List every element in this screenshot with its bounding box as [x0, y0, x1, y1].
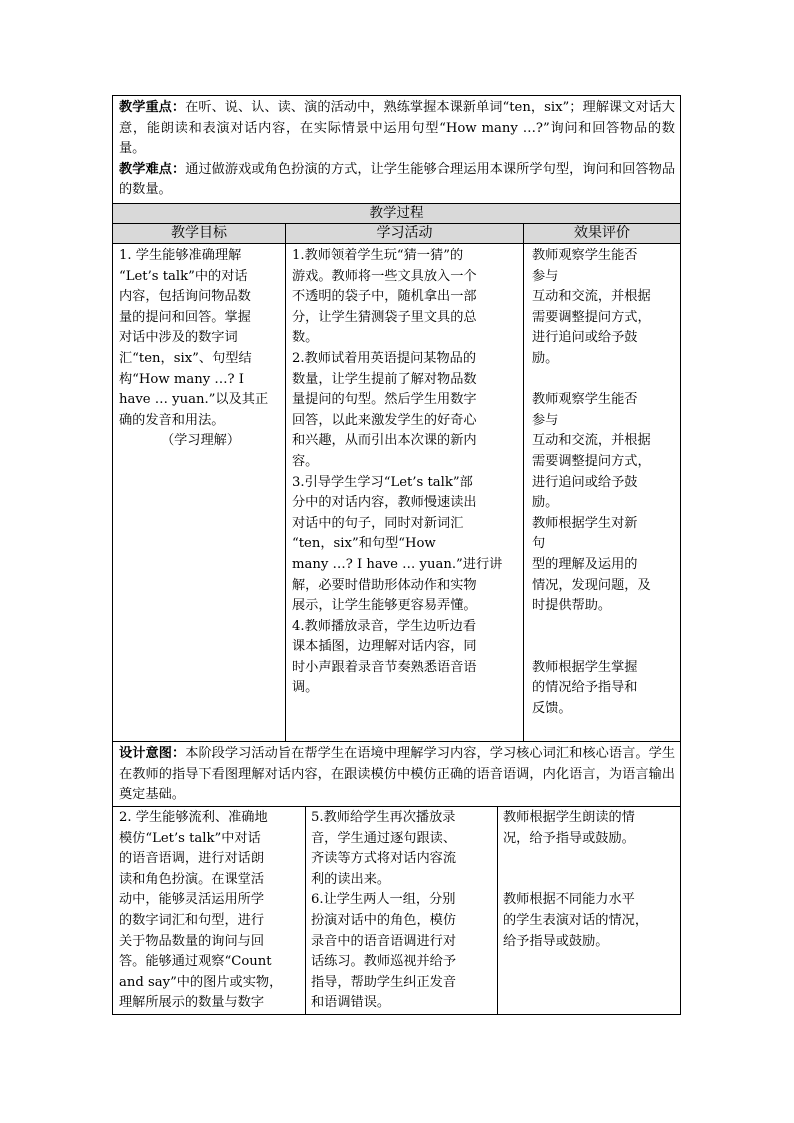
process-title: 教学过程: [369, 205, 424, 221]
evaluation-line: 需要调整提问方式，: [532, 309, 651, 325]
activity-line: 回答，以此来激发学生的好奇心: [292, 412, 477, 428]
evaluation-line: 需要调整提问方式，: [532, 453, 651, 469]
goal-line: “Let’s talk”中的对话: [119, 268, 248, 284]
goal-line: 1. 学生能够准确理解: [119, 248, 242, 263]
header-goal: 教学目标: [171, 225, 227, 241]
activity-line: 分中的对话内容，教师慢速读出: [292, 495, 477, 511]
goal-line: have … yuan.”以及其正: [119, 392, 269, 408]
activity-line: 容。: [292, 453, 319, 469]
goal-line: 2. 学生能够流利、准确地: [119, 810, 268, 825]
activity-line: “ten，six”和句型“How: [292, 536, 436, 552]
section1-goal: [119, 246, 282, 452]
table-line: [112, 806, 681, 807]
table-line: [305, 806, 306, 1014]
goal-line: 内容，包括询问物品数: [119, 289, 251, 305]
activity-line: 3.引导学生学习“Let’s talk”部: [292, 474, 473, 490]
evaluation-line: 参与: [532, 268, 559, 284]
table-line: [523, 223, 524, 741]
table-line: [680, 95, 681, 1015]
evaluation-line: 进行追问或给予鼓: [532, 474, 638, 490]
activity-line: 调。: [292, 680, 319, 696]
evaluation-line: 教师观察学生能否: [532, 392, 638, 408]
activity-line: 齐读等方式将对话内容流: [311, 851, 457, 867]
goal-line: 构“How many …? I: [119, 371, 245, 387]
evaluation-line: 况，给予指导或鼓励。: [503, 830, 635, 846]
goal-line: 理解所展示的数量与数字: [119, 995, 265, 1011]
section2-goal: [119, 808, 302, 1014]
activity-line: 和兴趣，从而引出本次课的新内: [292, 433, 477, 449]
design-label: 设计意图：: [119, 746, 186, 761]
evaluation-line: 教师根据学生对新: [532, 515, 638, 531]
goal-line: 关于物品数量的询问与回: [119, 933, 265, 949]
goal-line: 的数字词汇和句型，进行: [119, 912, 265, 928]
activity-line: 数。: [292, 330, 319, 346]
activity-line: 录音中的语音语调进行对: [311, 933, 457, 949]
activity-line: 时小声跟着录音节奏熟悉语音语: [292, 659, 477, 675]
activity-line: 分，让学生猜测袋子里文具的总: [292, 309, 477, 325]
evaluation-line: 给予指导或鼓励。: [503, 933, 609, 949]
evaluation-line: [503, 849, 679, 870]
goal-line: 模仿“Let’s talk”中对话: [119, 830, 261, 846]
evaluation-line: 互动和交流，并根据: [532, 289, 651, 305]
evaluation-line: 进行追问或给予鼓: [532, 330, 638, 346]
goal-line: 确的发音和用法。: [119, 412, 225, 428]
activity-line: 对话中的句子，同时对新词汇: [292, 515, 464, 531]
activity-line: 数量，让学生提前了解对物品数: [292, 371, 477, 387]
key-points-block: [119, 98, 675, 201]
section2-activity: [311, 808, 495, 1014]
activity-line: 6.让学生两人一组，分别: [311, 892, 456, 908]
evaluation-line: 教师根据学生朗读的情: [503, 810, 635, 825]
activity-line: 音，学生通过逐句跟读、: [311, 830, 457, 846]
activity-line: 扮演对话中的角色，模仿: [311, 912, 457, 928]
goal-line: 对话中涉及的数字词: [119, 330, 238, 346]
evaluation-line: 参与: [532, 412, 559, 428]
goal-line: （学习理解）: [160, 433, 241, 449]
header-evaluation: 效果评价: [574, 225, 630, 241]
difficulty-text: 通过做游戏或角色扮演的方式，让学生能够合理运用本课所学句型，询问和回答物品的数量。: [119, 161, 676, 198]
difficulty-label: 教学难点：: [119, 161, 186, 177]
evaluation-line: 教师根据学生掌握: [532, 659, 638, 675]
activity-line: 游戏。教师将一些文具放入一个: [292, 268, 477, 284]
activity-line: 课本插图，边理解对话内容，同: [292, 639, 477, 655]
activity-line: many …? I have … yuan.”进行讲: [292, 556, 503, 572]
table-line: [112, 741, 681, 742]
focus-label: 教学重点：: [119, 100, 186, 115]
activity-line: 2.教师试着用英语提问某物品的: [292, 350, 477, 366]
evaluation-line: [532, 637, 678, 658]
evaluation-line: 的学生表演对话的情况，: [503, 912, 649, 928]
section1-activity: [292, 246, 520, 699]
activity-line: 5.教师给学生再次播放录: [311, 810, 456, 825]
activity-line: 利的读出来。: [311, 871, 391, 887]
activity-line: 展示，让学生能够更容易弄懂。: [292, 598, 477, 614]
focus-text: 在听、说、认、读、演的活动中，熟练掌握本课新单词“ten，six”；理解课文对话大意，能朗读和表演对话内容，在实际情景中运用句型“How many …?”询问和回答物品的数量。: [119, 100, 675, 157]
activity-line: 指导，帮助学生纠正发音: [311, 974, 457, 990]
goal-line: 动中，能够灵活运用所学: [119, 892, 265, 908]
activity-line: 解，必要时借助形体动作和实物: [292, 577, 477, 593]
evaluation-line: 反馈。: [532, 701, 572, 717]
evaluation-line: [532, 370, 678, 391]
evaluation-line: [503, 870, 679, 891]
evaluation-line: 时提供帮助。: [532, 598, 612, 614]
activity-line: 1.教师领着学生玩“猜一猜”的: [292, 248, 464, 263]
activity-line: 话练习。教师巡视并给予: [311, 954, 457, 970]
evaluation-line: 教师观察学生能否: [532, 248, 638, 263]
section1-evaluation: [532, 246, 678, 720]
activity-line: 量提问的句型。然后学生用数字: [292, 392, 477, 408]
evaluation-line: 情况，发现问题，及: [532, 577, 651, 593]
goal-line: 的语音语调，进行对话朗: [119, 851, 265, 867]
evaluation-line: 互动和交流，并根据: [532, 433, 651, 449]
evaluation-line: 型的理解及运用的: [532, 556, 638, 572]
evaluation-line: [532, 617, 678, 638]
activity-line: 4.教师播放录音，学生边听边看: [292, 618, 477, 634]
evaluation-line: 句: [532, 536, 546, 552]
evaluation-line: 教师根据不同能力水平: [503, 892, 635, 908]
goal-line: and say”中的图片或实物，: [119, 974, 283, 990]
activity-line: 不透明的袋子中，随机拿出一部: [292, 289, 477, 305]
table-line: [285, 223, 286, 741]
table-line: [112, 95, 681, 96]
section2-evaluation: [503, 808, 679, 952]
activity-line: 和语调错误。: [311, 995, 391, 1011]
evaluation-line: 的情况给予指导和: [532, 680, 638, 696]
header-activity: 学习活动: [376, 225, 433, 241]
evaluation-line: 励。: [532, 350, 559, 366]
table-line: [112, 1014, 681, 1015]
goal-line: 读和角色扮演。在课堂活: [119, 871, 265, 887]
design-intent: [119, 744, 675, 806]
goal-line: 汇“ten，six”、句型结: [119, 350, 252, 366]
goal-line: 答。能够通过观察“Count: [119, 954, 272, 970]
goal-line: 量的提问和回答。掌握: [119, 309, 251, 325]
table-line: [112, 243, 681, 244]
design-text: 本阶段学习活动旨在帮学生在语境中理解学习内容，学习核心词汇和核心语言。学生在教师的指导下看图理解对话内容，在跟读模仿中模仿正确的语音语调，内化语言，为语言输出奠定基础。: [119, 746, 676, 803]
evaluation-line: 励。: [532, 495, 559, 511]
table-line: [497, 806, 498, 1014]
